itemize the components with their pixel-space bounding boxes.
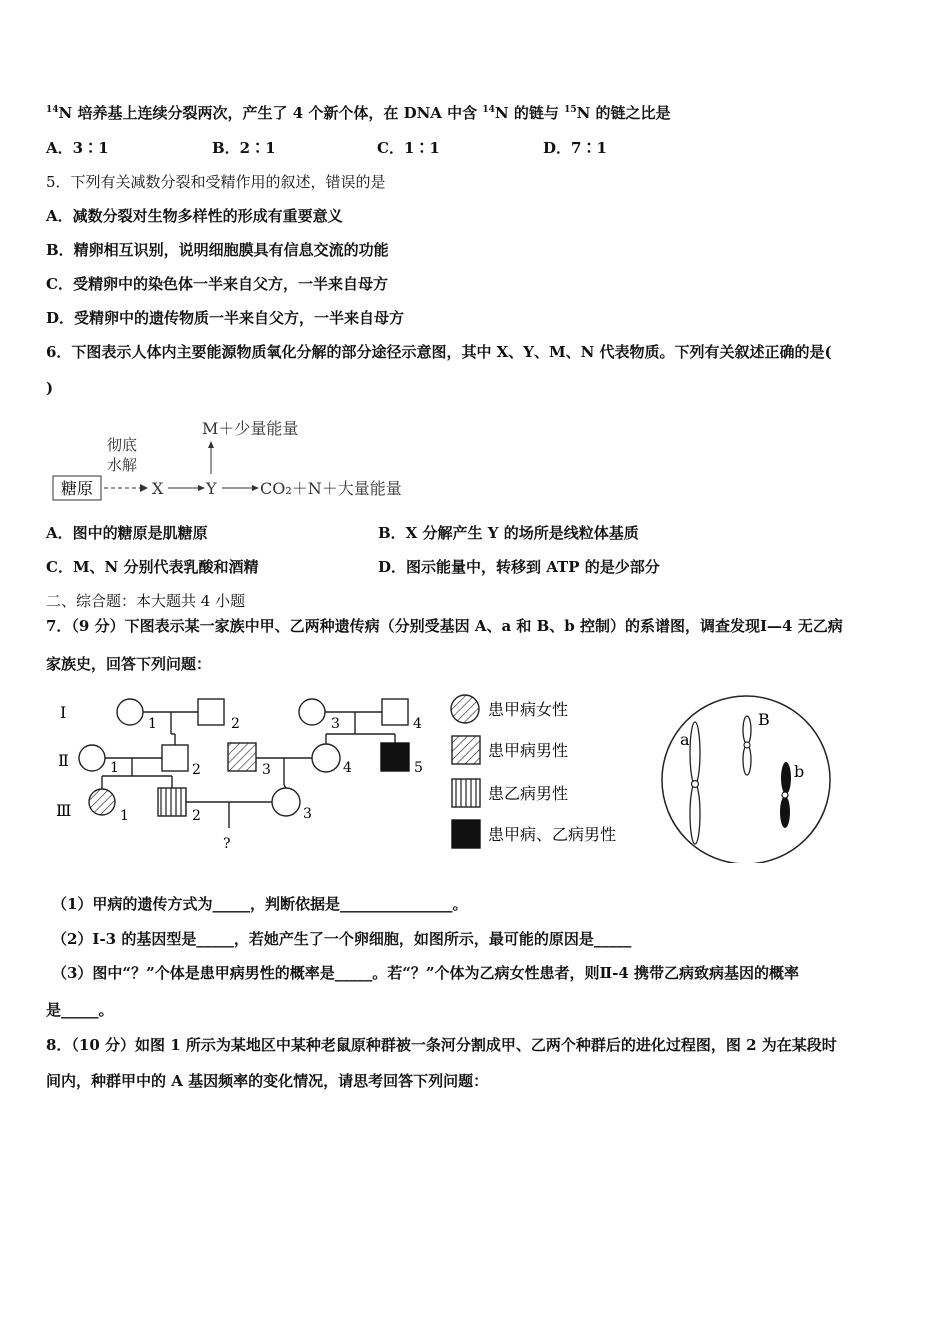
I-4-male [382,699,408,725]
q6-option-d: D．图示能量中，转移到 ATP 的是少部分 [378,558,660,576]
pedigree-figure [40,688,920,863]
svg-text:4: 4 [343,760,352,776]
q7-subquestion-3-line1: （3）图中“？”个体是患甲病男性的概率是_____。若“？”个体为乙病女性患者，则Ⅱ-4 携带乙病致病基因的概率 [52,964,799,982]
svg-text:3: 3 [331,716,340,732]
legend-male-disease-a-icon [452,736,480,764]
q6-stem-end: ) [46,379,54,397]
legend-2: 患甲病男性 [488,741,569,760]
unknown-offspring: ? [223,836,231,852]
svg-text:4: 4 [413,716,422,732]
q7-subquestion-2: （2）Ⅰ-3 的基因型是_____，若她产生了一个卵细胞，如图所示，最可能的原因是_____ [52,930,632,948]
q4-stem: $^{14}$N 培养基上连续分裂两次，产生了 4 个新个体，在 DNA 中含 $^{14}$N 的链与 $^{15}$N 的链之比是 [46,104,671,122]
q6-option-c: C．M、N 分别代表乳酸和酒精 [46,558,259,576]
q8-stem-line2: 间内，种群甲中的 A 基因频率的变化情况，请思考回答下列问题： [46,1072,489,1090]
II-1-female [79,745,105,771]
chromosome-b-upper [781,762,791,794]
y-label: Y [206,479,217,498]
q6-option-b: B．X 分解产生 Y 的场所是线粒体基质 [378,524,639,542]
egg-cell [662,696,830,863]
q5-option-a: A．减数分裂对生物多样性的形成有重要意义 [46,207,343,225]
I-2-male [198,699,224,725]
legend-female-disease-a-icon [451,695,479,723]
y-to-co2-arrow-head [252,485,259,491]
I-3-female [299,699,325,725]
svg-text:1: 1 [110,760,119,776]
right-product-label: CO₂＋N＋大量能量 [260,479,402,498]
svg-text:1: 1 [120,808,129,824]
q8-stem-line1: 8．（10 分）如图 1 所示为某地区中某种老鼠原种群被一条河分割成甲、乙两个种群后的进化过程图，图 2 为在某段时 [46,1036,837,1054]
x-to-y-arrow-head [198,485,205,491]
I-1-female [117,699,143,725]
q4-option-b: B．2∶1 [212,139,276,157]
q7-stem-line1: 7．（9 分）下图表示某一家族中甲、乙两种遗传病（分别受基因 A、a 和 B、b 控制）的系谱图，调查发现Ⅰ—4 无乙病 [46,617,843,635]
q5-option-d: D．受精卵中的遗传物质一半来自父方，一半来自母方 [46,309,405,327]
q6-stem: 6．下图表示人体内主要能源物质氧化分解的部分途径示意图，其中 X、Y、M、N 代表物质。下列有关叙述正确的是( [46,343,832,361]
q4-option-c: C．1∶1 [377,139,440,157]
II-4-female [312,744,340,772]
q4-option-d: D．7∶1 [543,139,607,157]
chromosome-B-label: B [758,710,770,729]
hydrolysis-label-2: 水解 [106,456,138,474]
svg-text:3: 3 [303,806,312,822]
q6-option-a: A．图中的糖原是肌糖原 [46,524,208,542]
glycogen-label: 糖原 [60,479,94,498]
chromosome-a-lower [690,784,700,844]
top-product-label: M＋少量能量 [202,419,299,438]
legend-1: 患甲病女性 [488,700,569,719]
q5-stem: 5．下列有关减数分裂和受精作用的叙述，错误的是 [46,173,386,191]
III-1-female-disease-a [89,789,115,815]
chromosome-b-label: b [794,762,805,781]
gen-label-1: Ⅰ [60,703,67,722]
chromosome-a-label: a [680,730,690,749]
chromosome-B-lower [743,745,751,775]
gen-label-3: Ⅲ [56,801,72,820]
x-label: X [152,479,164,498]
legend-male-disease-b-icon [452,779,480,807]
II-5-male-both-diseases [381,743,409,771]
svg-text:2: 2 [231,716,240,732]
chromosome-B-upper [743,716,751,744]
III-3-female [272,788,300,816]
chromosome-b-lower [780,796,790,828]
legend-4: 患甲病、乙病男性 [488,825,617,844]
q7-subquestion-1: （1）甲病的遗传方式为_____，判断依据是_______________。 [52,895,468,913]
q7-stem-line2: 家族史，回答下列问题： [46,655,212,673]
svg-text:2: 2 [192,762,201,778]
y-up-arrow-head [208,441,214,448]
section-heading: 二、综合题：本大题共 4 小题 [46,592,246,610]
q4-option-a: A．3∶1 [46,139,109,157]
chromosome-a-upper [690,722,700,784]
q5-option-c: C．受精卵中的染色体一半来自父方，一半来自母方 [46,275,388,293]
svg-text:2: 2 [192,808,201,824]
q5-option-b: B．精卵相互识别，说明细胞膜具有信息交流的功能 [46,241,389,259]
dashed-arrow-head [140,484,148,492]
II-2-male [162,745,188,771]
III-2-male-disease-b [158,788,186,816]
hydrolysis-label-1: 彻底 [106,436,138,454]
q7-subquestion-3-line2: 是_____。 [46,1001,114,1019]
legend-male-both-icon [452,820,480,848]
II-3-male-disease-a [228,743,256,771]
gen-label-2: Ⅱ [58,751,69,770]
legend-3: 患乙病男性 [488,784,569,803]
svg-text:3: 3 [262,762,271,778]
metabolism-diagram [40,410,460,510]
svg-text:5: 5 [414,760,423,776]
svg-text:1: 1 [148,716,157,732]
